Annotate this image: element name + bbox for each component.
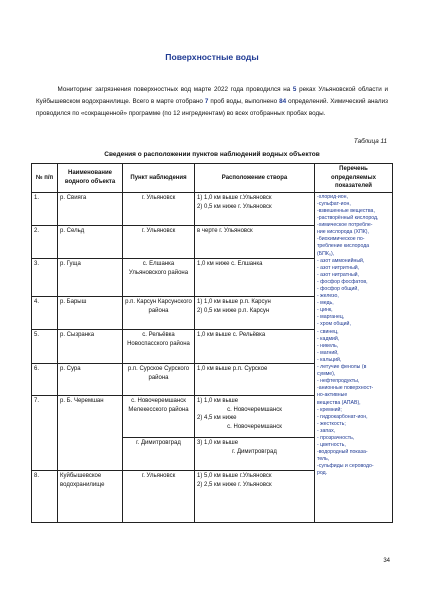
table-row bbox=[32, 192, 393, 225]
param-item: (БПК₅), bbox=[317, 250, 335, 257]
row-location bbox=[195, 437, 315, 470]
samples-count: 7 bbox=[204, 98, 209, 105]
row-point: г. Ульяновск bbox=[123, 225, 195, 258]
intro-text-1: Мониторинг загрязнения поверхностных вод марте 2022 года проводился на bbox=[57, 86, 291, 93]
observation-points-table bbox=[31, 163, 393, 523]
param-item: тель, bbox=[317, 456, 330, 463]
param-item: -взвешенные вещества, bbox=[317, 207, 375, 214]
rivers-count: 5 bbox=[292, 86, 297, 93]
param-item: - кадмий, bbox=[317, 335, 340, 342]
location-line: 2) 2,5 км ниже г. Ульяновск bbox=[197, 481, 272, 488]
location-line: 1,0 км ниже с. Елшанка bbox=[197, 260, 263, 267]
intro-text-2: реках Ульяновской области и Куйбышевском водохранилище. Всего в марте отобрано bbox=[36, 86, 389, 105]
table-number: Таблица 11 bbox=[353, 138, 387, 145]
intro-paragraph bbox=[36, 84, 388, 120]
row-num: 6. bbox=[32, 363, 58, 395]
location-line: с. Новочеремшанск bbox=[227, 424, 282, 431]
header-location: Расположение створа bbox=[195, 164, 315, 193]
location-line: с. Новочеремшанск bbox=[227, 406, 282, 413]
param-item: - кремний; bbox=[317, 406, 342, 413]
row-object: р. Свияга bbox=[58, 192, 123, 225]
location-line: 1) 1,0 км выше bbox=[197, 397, 239, 404]
row-object: р. Сура bbox=[58, 363, 123, 395]
param-item: но-активные bbox=[317, 392, 348, 399]
header-num: № п/п bbox=[32, 164, 58, 193]
location-line: 1,0 км выше р.п. Сурское bbox=[197, 365, 268, 372]
row-location bbox=[195, 329, 315, 363]
row-point: с. Рельёвка Новоспасского района bbox=[123, 329, 195, 363]
row-point: р.п. Сурское Сурского района bbox=[123, 363, 195, 395]
row-location bbox=[195, 296, 315, 329]
row-num: 8. bbox=[32, 470, 58, 522]
param-item: -хлорид-ион, bbox=[317, 193, 348, 200]
param-item: род. bbox=[317, 470, 328, 477]
intro-text-4: определений. Химический анализ проводился по «сокращенной» программе (по 12 ингредиентам) во всех отобранных пробах воды. bbox=[36, 98, 389, 117]
row-object: р. Б. Черемшан bbox=[58, 395, 123, 470]
param-item: ние кислорода (ХПК), bbox=[317, 229, 369, 236]
param-item: вещества (АПАВ), bbox=[317, 399, 361, 406]
intro-text-3: проб воды, выполнено bbox=[210, 98, 278, 105]
location-line: 2) 0,5 км ниже р.п. Карсун bbox=[197, 307, 270, 314]
row-num: 3. bbox=[32, 258, 58, 296]
row-location bbox=[195, 258, 315, 296]
params-cell bbox=[315, 192, 393, 522]
param-item: -анионные поверхност- bbox=[317, 385, 374, 392]
row-num: 2. bbox=[32, 225, 58, 258]
row-location bbox=[195, 363, 315, 395]
param-item: - магний, bbox=[317, 349, 339, 356]
table-header-row bbox=[32, 164, 393, 193]
row-point: г. Димитровград bbox=[123, 437, 195, 470]
row-location bbox=[195, 395, 315, 437]
param-item: -водородный показа- bbox=[317, 449, 368, 456]
row-object: р. Гуща bbox=[58, 258, 123, 296]
param-item: - гидрокарбонат-ион, bbox=[317, 413, 368, 420]
param-item: - цинк, bbox=[317, 307, 333, 314]
location-line: 1) 1,0 км выше р.п. Карсун bbox=[197, 298, 271, 305]
row-location bbox=[195, 225, 315, 258]
header-point: Пункт наблюдения bbox=[123, 164, 195, 193]
row-num: 7. bbox=[32, 395, 58, 470]
location-line: 3) 1,0 км выше bbox=[197, 439, 239, 446]
row-location bbox=[195, 192, 315, 225]
param-item: - азот нитритный, bbox=[317, 264, 360, 271]
param-item: - хром общий, bbox=[317, 321, 351, 328]
param-item: - жесткость; bbox=[317, 420, 346, 427]
param-item: - запах, bbox=[317, 427, 336, 434]
param-item: - прозрачность, bbox=[317, 434, 355, 441]
param-item: - азот аммонийный, bbox=[317, 257, 365, 264]
param-item: - медь, bbox=[317, 300, 334, 307]
param-item: - летучие фенолы (в bbox=[317, 364, 367, 371]
param-item: -химическое потребле- bbox=[317, 222, 373, 229]
determinations-count: 84 bbox=[279, 98, 287, 105]
table-caption: Сведения о расположении пунктов наблюдений водных объектов bbox=[104, 151, 320, 158]
row-point: р.п. Карсун Карсунского района bbox=[123, 296, 195, 329]
row-object: р. Сызранка bbox=[58, 329, 123, 363]
location-line: 1,0 км выше с. Рельёвка bbox=[197, 331, 266, 338]
location-line: в черте г. Ульяновск bbox=[197, 227, 253, 234]
page-title: Поверхностные воды bbox=[165, 52, 259, 62]
param-item: - нефтепродукты, bbox=[317, 378, 360, 385]
location-line: 1) 5,0 км выше г.Ульяновск bbox=[197, 472, 272, 479]
location-line: 2) 0,5 км ниже г. Ульяновск bbox=[197, 203, 272, 210]
row-num: 4. bbox=[32, 296, 58, 329]
row-point: г. Ульяновск bbox=[123, 192, 195, 225]
param-item: - никель, bbox=[317, 342, 339, 349]
row-object: р. Сельд bbox=[58, 225, 123, 258]
location-line: 2) 4,5 км ниже bbox=[197, 415, 237, 422]
page-number: 34 bbox=[383, 558, 390, 564]
row-num: 5. bbox=[32, 329, 58, 363]
location-line: 1) 1,0 км выше г.Ульяновск bbox=[197, 194, 272, 201]
row-point: г. Ульяновск bbox=[123, 470, 195, 522]
param-item: - свинец, bbox=[317, 328, 339, 335]
param-item: -сульфиды и сероводо- bbox=[317, 463, 374, 470]
param-item: - фосфор общий, bbox=[317, 286, 359, 292]
param-item: - фосфор фосфатов, bbox=[317, 278, 368, 285]
param-item: -биохимическое по- bbox=[317, 236, 365, 243]
param-item: - железо, bbox=[317, 293, 339, 300]
param-item: - марганец, bbox=[317, 314, 345, 321]
param-item: -растворённый кислород, bbox=[317, 215, 379, 222]
row-point: с. Елшанка Ульяновского района bbox=[123, 258, 195, 296]
row-location bbox=[195, 470, 315, 522]
param-item: - цветность, bbox=[317, 442, 346, 449]
header-params: Перечень определяемых показателей bbox=[315, 164, 393, 193]
row-object: р. Барыш bbox=[58, 296, 123, 329]
param-item: сумме), bbox=[317, 371, 336, 378]
header-object: Наименование водного объекта bbox=[58, 164, 123, 193]
location-line: г. Димитровград bbox=[232, 448, 277, 455]
row-num: 1. bbox=[32, 192, 58, 225]
param-item: требление кислорода bbox=[317, 243, 370, 250]
param-item: - кальций, bbox=[317, 356, 342, 363]
row-point: с. Новочеремшанск Мелекесского района bbox=[123, 395, 195, 437]
param-item: -сульфат-ион, bbox=[317, 200, 351, 207]
row-object: Куйбышевское водохранилище bbox=[58, 470, 123, 522]
param-item: - азот нитратный, bbox=[317, 271, 360, 278]
